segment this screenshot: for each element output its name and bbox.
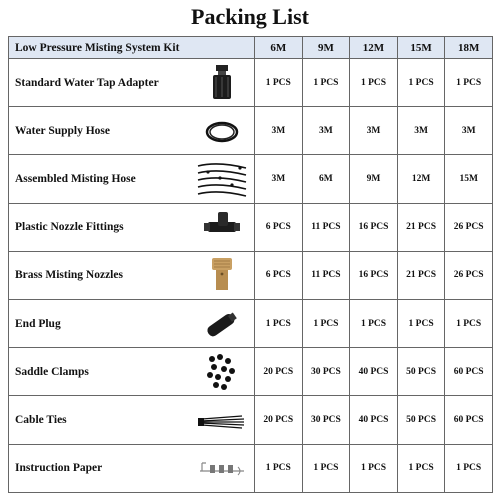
quantity-cell: 3M: [255, 155, 303, 203]
quantity-cell: 6 PCS: [255, 251, 303, 299]
end-plug-icon: [194, 303, 250, 345]
quantity-cell: 30 PCS: [302, 396, 350, 444]
quantity-cell: 50 PCS: [397, 396, 445, 444]
size-header: 12M: [350, 37, 398, 59]
quantity-cell: 1 PCS: [302, 444, 350, 492]
table-header-row: [9, 37, 493, 59]
item-name: Plastic Nozzle Fittings: [15, 221, 124, 234]
misting-hose-icon: [194, 158, 250, 200]
table-row: [9, 155, 493, 203]
table-row: [9, 396, 493, 444]
quantity-cell: 3M: [397, 107, 445, 155]
quantity-cell: 1 PCS: [350, 299, 398, 347]
item-name-cell: [9, 348, 255, 396]
table-row: [9, 203, 493, 251]
quantity-cell: 3M: [350, 107, 398, 155]
table-row: [9, 107, 493, 155]
quantity-cell: 1 PCS: [255, 444, 303, 492]
item-name: Saddle Clamps: [15, 365, 89, 378]
quantity-cell: 11 PCS: [302, 203, 350, 251]
instruction-paper-icon: [194, 447, 250, 489]
item-name: Instruction Paper: [15, 462, 103, 475]
quantity-cell: 30 PCS: [302, 348, 350, 396]
quantity-cell: 20 PCS: [255, 348, 303, 396]
item-name-cell: [9, 444, 255, 492]
table-row: [9, 348, 493, 396]
quantity-cell: 3M: [255, 107, 303, 155]
item-name: End Plug: [15, 317, 61, 330]
quantity-cell: 1 PCS: [397, 299, 445, 347]
item-name-cell: [9, 251, 255, 299]
quantity-cell: 6M: [302, 155, 350, 203]
quantity-cell: 16 PCS: [350, 203, 398, 251]
quantity-cell: 26 PCS: [445, 251, 493, 299]
quantity-cell: 50 PCS: [397, 348, 445, 396]
page-title: Packing List: [191, 4, 309, 29]
item-name: Brass Misting Nozzles: [15, 269, 123, 282]
table-row: [9, 299, 493, 347]
quantity-cell: 21 PCS: [397, 251, 445, 299]
quantity-cell: 1 PCS: [255, 299, 303, 347]
quantity-cell: 3M: [445, 107, 493, 155]
hose-coil-icon: [194, 110, 250, 152]
quantity-cell: 60 PCS: [445, 396, 493, 444]
size-header: 18M: [445, 37, 493, 59]
quantity-cell: 26 PCS: [445, 203, 493, 251]
item-name: Cable Ties: [15, 413, 67, 426]
quantity-cell: 40 PCS: [350, 348, 398, 396]
quantity-cell: 6 PCS: [255, 203, 303, 251]
quantity-cell: 21 PCS: [397, 203, 445, 251]
kit-name-header: Low Pressure Misting System Kit: [9, 37, 255, 59]
item-name-cell: [9, 107, 255, 155]
size-header: 9M: [302, 37, 350, 59]
quantity-cell: 11 PCS: [302, 251, 350, 299]
quantity-cell: 12M: [397, 155, 445, 203]
tee-fitting-icon: [194, 206, 250, 248]
packing-list-table: [8, 36, 493, 493]
table-row: [9, 251, 493, 299]
quantity-cell: 1 PCS: [445, 444, 493, 492]
quantity-cell: 9M: [350, 155, 398, 203]
cable-ties-icon: [194, 399, 250, 441]
quantity-cell: 1 PCS: [350, 444, 398, 492]
quantity-cell: 40 PCS: [350, 396, 398, 444]
quantity-cell: 1 PCS: [445, 299, 493, 347]
quantity-cell: 1 PCS: [350, 59, 398, 107]
quantity-cell: 1 PCS: [397, 444, 445, 492]
item-name: Standard Water Tap Adapter: [15, 76, 159, 89]
quantity-cell: 1 PCS: [445, 59, 493, 107]
quantity-cell: 1 PCS: [302, 299, 350, 347]
table-row: [9, 59, 493, 107]
table-row: [9, 444, 493, 492]
quantity-cell: 3M: [302, 107, 350, 155]
quantity-cell: 15M: [445, 155, 493, 203]
tap-adapter-icon: [194, 62, 250, 104]
item-name-cell: [9, 155, 255, 203]
quantity-cell: 20 PCS: [255, 396, 303, 444]
quantity-cell: 60 PCS: [445, 348, 493, 396]
quantity-cell: 1 PCS: [397, 59, 445, 107]
brass-nozzle-icon: [194, 254, 250, 296]
size-header: 15M: [397, 37, 445, 59]
quantity-cell: 16 PCS: [350, 251, 398, 299]
size-header: 6M: [255, 37, 303, 59]
item-name-cell: [9, 299, 255, 347]
item-name-cell: [9, 396, 255, 444]
item-name: Assembled Misting Hose: [15, 172, 136, 185]
item-name-cell: [9, 203, 255, 251]
quantity-cell: 1 PCS: [255, 59, 303, 107]
item-name-cell: [9, 59, 255, 107]
item-name: Water Supply Hose: [15, 124, 110, 137]
quantity-cell: 1 PCS: [302, 59, 350, 107]
saddle-clamps-icon: [194, 351, 250, 393]
